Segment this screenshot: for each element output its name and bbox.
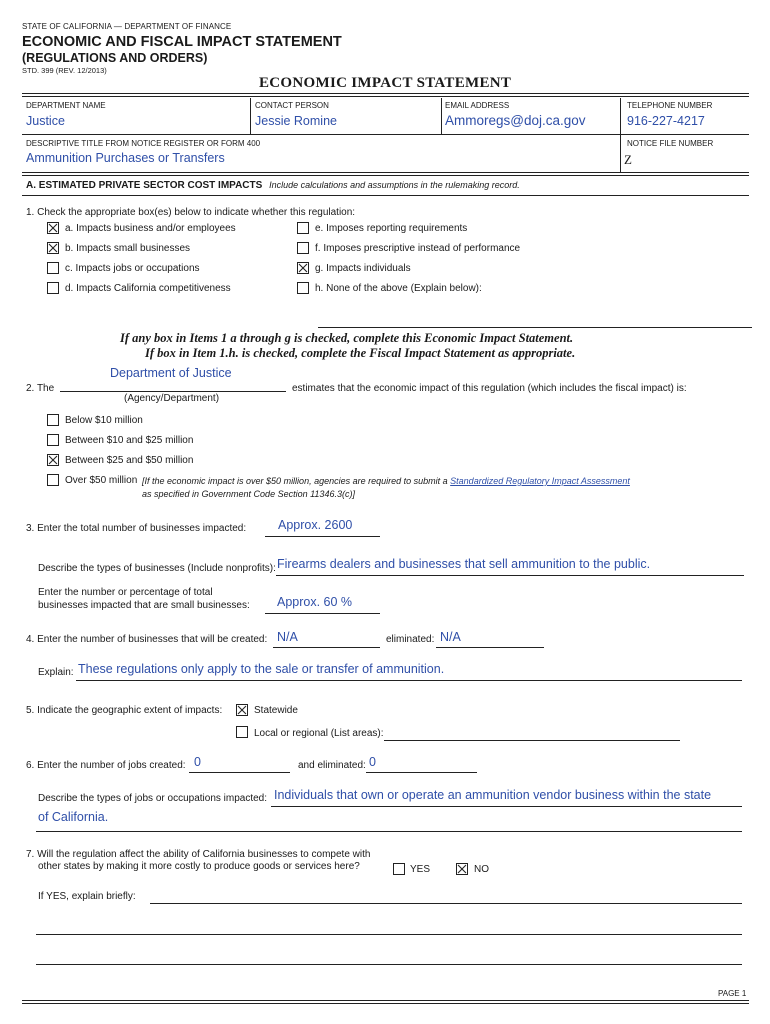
q6-eliminated-label: and eliminated: <box>298 760 366 771</box>
q1-option-b-label: b. Impacts small businesses <box>65 243 191 254</box>
department-name-field[interactable]: Justice <box>26 114 65 128</box>
q1-option-f-checkbox[interactable] <box>297 242 309 254</box>
q7-explain-line-1[interactable] <box>150 903 742 904</box>
statewide-checkbox[interactable] <box>236 704 248 716</box>
jobs-types-field-1[interactable]: Individuals that own or operate an ammunition vendor business within the state <box>274 788 712 802</box>
local-checkbox[interactable] <box>236 726 248 738</box>
q2-option-2-checkbox[interactable] <box>47 434 59 446</box>
no-checkbox[interactable] <box>456 863 468 875</box>
check-x-icon <box>48 223 58 233</box>
statewide-label: Statewide <box>254 705 298 716</box>
q7-explain-line-2[interactable] <box>36 934 742 935</box>
business-types-field[interactable]: Firearms dealers and businesses that sell ammunition to the public. <box>277 557 651 571</box>
notice-file-field[interactable]: Z <box>624 152 632 167</box>
jobs-created-field[interactable]: 0 <box>194 755 201 769</box>
q1-option-c-checkbox[interactable] <box>47 262 59 274</box>
q1-option-h-checkbox[interactable] <box>297 282 309 294</box>
q2-suffix: estimates that the economic impact of this regulation (which includes the fiscal impact) is: <box>292 383 687 394</box>
q7-explain-label: If YES, explain briefly: <box>38 891 136 902</box>
form-subtitle: (REGULATIONS AND ORDERS) <box>22 51 208 65</box>
agency-caption: (Agency/Department) <box>124 393 220 404</box>
q4-explain-field[interactable]: These regulations only apply to the sale or transfer of ammunition. <box>78 662 445 676</box>
q2-option-1-checkbox[interactable] <box>47 414 59 426</box>
q2-option-3-checkbox[interactable] <box>47 454 59 466</box>
q2-option-4-label: Over $50 million <box>65 475 138 486</box>
q1-option-e-label: e. Imposes reporting requirements <box>315 223 468 234</box>
sria-link[interactable]: Standardized Regulatory Impact Assessment <box>450 476 630 486</box>
q1-option-b-checkbox[interactable] <box>47 242 59 254</box>
section-a-title: A. ESTIMATED PRIVATE SECTOR COST IMPACTS <box>26 180 263 191</box>
local-label: Local or regional (List areas): <box>254 728 384 739</box>
check-x-icon <box>457 864 467 874</box>
q7-prompt-2: other states by making it more costly to produce goods or services here? <box>38 861 360 872</box>
q2-prefix: 2. The <box>26 383 55 394</box>
businesses-created-field[interactable]: N/A <box>277 630 298 644</box>
descriptive-title-field[interactable]: Ammunition Purchases or Transfers <box>26 151 225 165</box>
contact-person-field[interactable]: Jessie Romine <box>255 114 337 128</box>
q6-describe-label: Describe the types of jobs or occupations impacted: <box>38 793 268 804</box>
section-a-note: Include calculations and assumptions in the rulemaking record. <box>269 180 520 190</box>
form-number: STD. 399 (REV. 12/2013) <box>22 66 107 75</box>
instruction-line-2: If box in Item 1.h. is checked, complete the Fiscal Impact Statement as appropriate. <box>145 346 576 360</box>
q7-explain-line-3[interactable] <box>36 964 742 965</box>
jobs-types-field-2[interactable]: of California. <box>38 810 109 824</box>
businesses-eliminated-field[interactable]: N/A <box>440 630 461 644</box>
form-title: ECONOMIC AND FISCAL IMPACT STATEMENT <box>22 34 342 50</box>
agency-line: STATE OF CALIFORNIA — DEPARTMENT OF FINANCE <box>22 22 232 31</box>
q1-option-h-label: h. None of the above (Explain below): <box>315 283 482 294</box>
businesses-impacted-field[interactable]: Approx. 2600 <box>278 518 353 532</box>
q6-prompt: 6. Enter the number of jobs created: <box>26 760 186 771</box>
q1-option-e-checkbox[interactable] <box>297 222 309 234</box>
section-a-heading <box>26 180 520 191</box>
over-50-note-2: as specified in Government Code Section 11346.3(c)] <box>142 489 355 499</box>
q3-describe-label: Describe the types of businesses (Include nonprofits): <box>38 563 276 574</box>
q3-small-label-2: businesses impacted that are small businesses: <box>38 600 250 611</box>
telephone-field[interactable]: 916-227-4217 <box>627 114 705 128</box>
q1-option-a-checkbox[interactable] <box>47 222 59 234</box>
check-x-icon <box>48 243 58 253</box>
q2-option-3-label: Between $25 and $50 million <box>65 455 194 466</box>
telephone-label: TELEPHONE NUMBER <box>627 101 713 110</box>
q1-option-d-checkbox[interactable] <box>47 282 59 294</box>
check-x-icon <box>48 455 58 465</box>
check-x-icon <box>298 263 308 273</box>
q4-explain-label: Explain: <box>38 667 74 678</box>
q2-option-2-label: Between $10 and $25 million <box>65 435 194 446</box>
yes-checkbox[interactable] <box>393 863 405 875</box>
q1-option-g-checkbox[interactable] <box>297 262 309 274</box>
section-title: ECONOMIC IMPACT STATEMENT <box>259 75 512 91</box>
contact-person-label: CONTACT PERSON <box>255 101 329 110</box>
q1-option-f-label: f. Imposes prescriptive instead of performance <box>315 243 521 254</box>
q1-option-c-label: c. Impacts jobs or occupations <box>65 263 200 274</box>
descriptive-title-label: DESCRIPTIVE TITLE FROM NOTICE REGISTER OR FORM 400 <box>26 139 261 148</box>
email-field[interactable]: Ammoregs@doj.ca.gov <box>445 113 586 128</box>
small-business-field[interactable]: Approx. 60 % <box>277 595 353 609</box>
q3-small-label-1: Enter the number or percentage of total <box>38 587 213 598</box>
q1-option-g-label: g. Impacts individuals <box>315 263 411 274</box>
q2-option-1-label: Below $10 million <box>65 415 143 426</box>
over-50-note <box>142 476 630 486</box>
over-50-note-text: [If the economic impact is over $50 million, agencies are required to submit a <box>142 476 448 486</box>
q1-prompt: 1. Check the appropriate box(es) below to indicate whether this regulation: <box>26 207 356 218</box>
jobs-eliminated-field[interactable]: 0 <box>369 755 376 769</box>
q5-prompt: 5. Indicate the geographic extent of impacts: <box>26 705 223 716</box>
agency-field[interactable]: Department of Justice <box>110 366 232 380</box>
q4-prompt: 4. Enter the number of businesses that will be created: <box>26 634 268 645</box>
instruction-line-1: If any box in Items 1 a through g is checked, complete this Economic Impact Statement. <box>120 331 574 345</box>
department-name-label: DEPARTMENT NAME <box>26 101 106 110</box>
q7-prompt-1: 7. Will the regulation affect the ability of California businesses to compete with <box>26 849 371 860</box>
check-x-icon <box>237 705 247 715</box>
q4-eliminated-label: eliminated: <box>386 634 435 645</box>
yes-label: YES <box>410 864 431 875</box>
q2-option-4-checkbox[interactable] <box>47 474 59 486</box>
notice-file-label: NOTICE FILE NUMBER <box>627 139 714 148</box>
q3-prompt: 3. Enter the total number of businesses impacted: <box>26 523 247 534</box>
email-label: EMAIL ADDRESS <box>445 101 510 110</box>
no-label: NO <box>474 864 489 875</box>
page-number: PAGE 1 <box>718 989 747 998</box>
q1-option-d-label: d. Impacts California competitiveness <box>65 283 231 294</box>
q1-option-a-label: a. Impacts business and/or employees <box>65 223 236 234</box>
